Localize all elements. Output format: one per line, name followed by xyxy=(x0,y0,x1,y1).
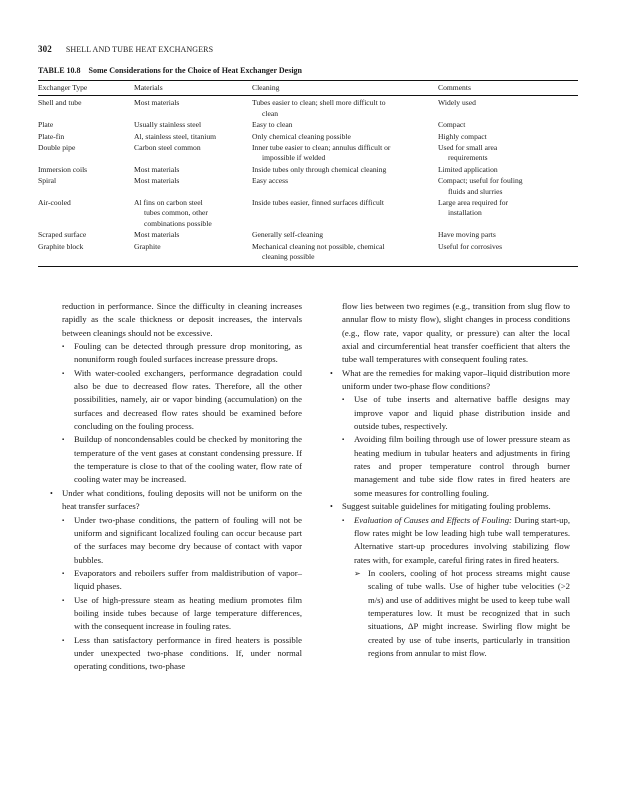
bullet-list-a xyxy=(62,340,302,487)
cell-line: Inside tubes only through chemical cleaning xyxy=(252,164,387,174)
table-cell xyxy=(38,198,134,230)
column-header: Cleaning xyxy=(252,81,438,96)
cell-line: cleaning possible xyxy=(262,252,315,262)
round-bullet-icon: • xyxy=(330,368,333,378)
cell-line: Easy to clean xyxy=(252,120,293,130)
list-item: ▪ Less than satisfactory performance in fired heaters is possible under unexpected two-phase conditions. If, under normal operating conditions, two-phase xyxy=(62,634,302,672)
table-cell xyxy=(438,165,578,176)
sub-list-item: ➢ In coolers, cooling of hot process streams might cause scaling of tube walls. Use of higher tube velocities (>2 m/s) and use of additives might be used to keep tube wall temperatures low. It must be recognized that in such situations, ΔP might increase. Swirling flow might be created by use of tube inserts, particularly in transition regions from annular to mist flow. xyxy=(354,567,570,658)
table-cell xyxy=(38,120,134,131)
question-item: • Suggest suitable guidelines for mitigating fouling problems. xyxy=(330,500,570,513)
table-cell xyxy=(252,132,438,143)
sub-list xyxy=(342,567,570,660)
page-number: 302 xyxy=(38,44,52,54)
table-row xyxy=(38,242,578,266)
table-cell xyxy=(252,198,438,230)
table-cell xyxy=(134,96,252,120)
cell-line: Most materials xyxy=(134,230,180,240)
table-title: Some Considerations for the Choice of Heat Exchanger Design xyxy=(88,66,302,75)
square-bullet-icon: ▪ xyxy=(342,517,345,524)
round-bullet-icon: • xyxy=(330,502,333,512)
column-header: Materials xyxy=(134,81,252,96)
square-bullet-icon: ▪ xyxy=(62,344,65,351)
table-cell xyxy=(252,120,438,131)
table-row xyxy=(38,120,578,131)
table-cell xyxy=(438,143,578,165)
list-item: ▪ Use of high-pressure steam as heating medium promotes film boiling inside tubes because of large temperature differences, with the consequent increase in fouling rates. xyxy=(62,594,302,632)
cell-line: Large area required for xyxy=(438,198,509,208)
table-cell xyxy=(252,242,438,266)
table-cell xyxy=(438,242,578,266)
column-header: Comments xyxy=(438,81,578,96)
exchanger-design-table xyxy=(38,80,578,267)
table-body xyxy=(38,96,578,266)
cell-line: fluids and slurries xyxy=(448,186,503,196)
question-item: • What are the remedies for making vapor–liquid distribution more uniform under two-phase flow conditions? xyxy=(330,367,570,392)
list-item: ▪ Under two-phase conditions, the pattern of fouling will not be uniform and significant localized fouling can occur because part of the surfaces may become dry because of contact with vapor bubbles. xyxy=(62,514,302,565)
list-item xyxy=(342,514,570,567)
cell-line: Shell and tube xyxy=(38,98,82,108)
arrow-bullet-icon: ➢ xyxy=(354,568,361,578)
bullet-list-c xyxy=(330,393,570,500)
cell-line: clean xyxy=(262,108,279,118)
table-row xyxy=(38,198,578,230)
table-cell xyxy=(38,132,134,143)
cell-line: Tubes easier to clean; shell more difficult to xyxy=(252,98,386,108)
square-bullet-icon: ▪ xyxy=(62,437,65,444)
table-cell xyxy=(438,120,578,131)
left-text-column xyxy=(50,300,302,674)
table-cell xyxy=(134,198,252,230)
table-cell xyxy=(38,242,134,266)
cell-line: Double pipe xyxy=(38,143,76,153)
square-bullet-icon: ▪ xyxy=(62,370,65,377)
cell-line: Easy access xyxy=(252,176,289,186)
table-cell xyxy=(252,176,438,198)
table-cell xyxy=(134,176,252,198)
table-row xyxy=(38,96,578,120)
cell-line: Limited application xyxy=(438,164,498,174)
exchanger-table-wrapper xyxy=(38,80,578,267)
cell-line: Al fins on carbon steel xyxy=(134,198,203,208)
table-cell xyxy=(438,96,578,120)
table-cell xyxy=(438,230,578,241)
table-row xyxy=(38,132,578,143)
list-item: ▪ Avoiding film boiling through use of lower pressure steam as heating medium in tubular heaters and adjustments in firing rates and proper temperature control through burner management and tube side flow rates in fired heaters are some measures for controlling fouling. xyxy=(342,434,570,498)
cell-line: Only chemical cleaning possible xyxy=(252,131,351,141)
guideline-list xyxy=(330,514,570,661)
table-cell xyxy=(134,132,252,143)
cell-line: installation xyxy=(448,208,482,218)
guideline-text: During start-up, flow rates might be low leading high tube wall temperatures. Alternative start-up procedures involving stabilizing flow rates with, for example, careful firing rates in fired heaters. xyxy=(354,514,571,565)
table-row xyxy=(38,143,578,165)
question-item: • Under what conditions, fouling deposits will not be uniform on the heat transfer surfaces? xyxy=(50,487,302,512)
cell-line: Usually stainless steel xyxy=(134,120,202,130)
cell-line: Generally self-cleaning xyxy=(252,230,324,240)
cell-line: Mechanical cleaning not possible, chemical xyxy=(252,241,385,251)
column-header: Exchanger Type xyxy=(38,81,134,96)
cell-line: Have moving parts xyxy=(438,230,496,240)
cell-line: Graphite block xyxy=(38,241,84,251)
table-cell xyxy=(252,165,438,176)
table-cell xyxy=(252,143,438,165)
running-title: SHELL AND TUBE HEAT EXCHANGERS xyxy=(65,45,214,54)
square-bullet-icon: ▪ xyxy=(62,597,65,604)
cell-line: Most materials xyxy=(134,164,180,174)
table-cell xyxy=(134,143,252,165)
square-bullet-icon: ▪ xyxy=(342,397,345,404)
square-bullet-icon: ▪ xyxy=(342,437,345,444)
cell-line: impossible if welded xyxy=(262,153,326,163)
cell-line: Compact; useful for fouling xyxy=(438,176,523,186)
list-item: ▪ Buildup of noncondensables could be checked by monitoring the temperature of the vent gases at constant condensing pressure. If the temperature is close to that of the cooling water, flow rate of cooling water may be increased. xyxy=(62,434,302,485)
cell-line: Widely used xyxy=(438,98,476,108)
cell-line: Carbon steel common xyxy=(134,143,201,153)
table-cell xyxy=(134,230,252,241)
cell-line: Graphite xyxy=(134,241,161,251)
table-cell xyxy=(134,242,252,266)
cell-line: Inner tube easier to clean; annulus difficult or xyxy=(252,143,391,153)
cell-line: Immersion coils xyxy=(38,164,88,174)
bullet-list-b xyxy=(62,514,302,674)
square-bullet-icon: ▪ xyxy=(62,570,65,577)
table-cell xyxy=(38,96,134,120)
cell-line: Inside tubes easier, finned surfaces difficult xyxy=(252,198,384,208)
table-cell xyxy=(38,165,134,176)
cell-line: Al, stainless steel, titanium xyxy=(134,131,217,141)
cell-line: Scraped surface xyxy=(38,230,87,240)
guideline-heading: Evaluation of Causes and Effects of Fouling: xyxy=(354,514,512,525)
cell-line: Compact xyxy=(438,120,466,130)
table-cell xyxy=(438,198,578,230)
cell-line: Air-cooled xyxy=(38,198,71,208)
cell-line: Most materials xyxy=(134,176,180,186)
cell-line: Plate-fin xyxy=(38,131,65,141)
cell-line: tubes common, other xyxy=(144,208,208,218)
table-cell xyxy=(438,132,578,143)
table-cell xyxy=(134,120,252,131)
table-caption xyxy=(38,66,302,75)
table-cell xyxy=(252,96,438,120)
cell-line: Spiral xyxy=(38,176,57,186)
cell-line: requirements xyxy=(448,153,488,163)
cell-line: Used for small area xyxy=(438,143,498,153)
square-bullet-icon: ▪ xyxy=(62,517,65,524)
round-bullet-icon: • xyxy=(50,488,53,498)
square-bullet-icon: ▪ xyxy=(62,637,65,644)
right-text-column xyxy=(330,300,570,660)
table-cell xyxy=(438,176,578,198)
running-header xyxy=(38,44,213,54)
table-row xyxy=(38,230,578,241)
table-cell xyxy=(38,176,134,198)
table-cell xyxy=(252,230,438,241)
cell-line: Highly compact xyxy=(438,131,487,141)
table-cell xyxy=(134,165,252,176)
intro-paragraph: reduction in performance. Since the difficulty in cleaning increases rapidly as the scale thickness or deposit increases, the intervals between cleanings should not be excessive. xyxy=(62,301,302,338)
list-item: ▪ Use of tube inserts and alternative baffle designs may improve vapor and liquid phase distribution inside and outside tubes, respectively. xyxy=(342,394,570,432)
table-row xyxy=(38,176,578,198)
cell-line: Useful for corrosives xyxy=(438,241,503,251)
list-item: ▪ Evaporators and reboilers suffer from maldistribution of vapor–liquid phases. xyxy=(62,567,302,592)
list-item: ▪ With water-cooled exchangers, performance degradation could also be due to decreased flow rates. Therefore, all the other possibilities, namely, air or vapor binding (accumulation) on the surfaces and decreased flow rates should be examined before concluding on the fouling process. xyxy=(62,367,302,432)
cell-line: Plate xyxy=(38,120,54,130)
table-row xyxy=(38,165,578,176)
continuation-paragraph: flow lies between two regimes (e.g., transition from slug flow to annular flow to misty flow), slight changes in process conditions (e.g., flow rate, vapor quality, or pressure) can alter the local axial and circumferential heat transfer coefficient that alters the tube wall temperatures with consequent fouling rates. xyxy=(342,301,570,365)
list-item: ▪ Fouling can be detected through pressure drop monitoring, as nonuniform rough fouled surfaces increase pressure drops. xyxy=(62,341,302,365)
table-header-row xyxy=(38,81,578,96)
cell-line: combinations possible xyxy=(144,218,212,228)
table-cell xyxy=(38,230,134,241)
table-label: TABLE 10.8 xyxy=(38,66,81,75)
cell-line: Most materials xyxy=(134,98,180,108)
table-cell xyxy=(38,143,134,165)
